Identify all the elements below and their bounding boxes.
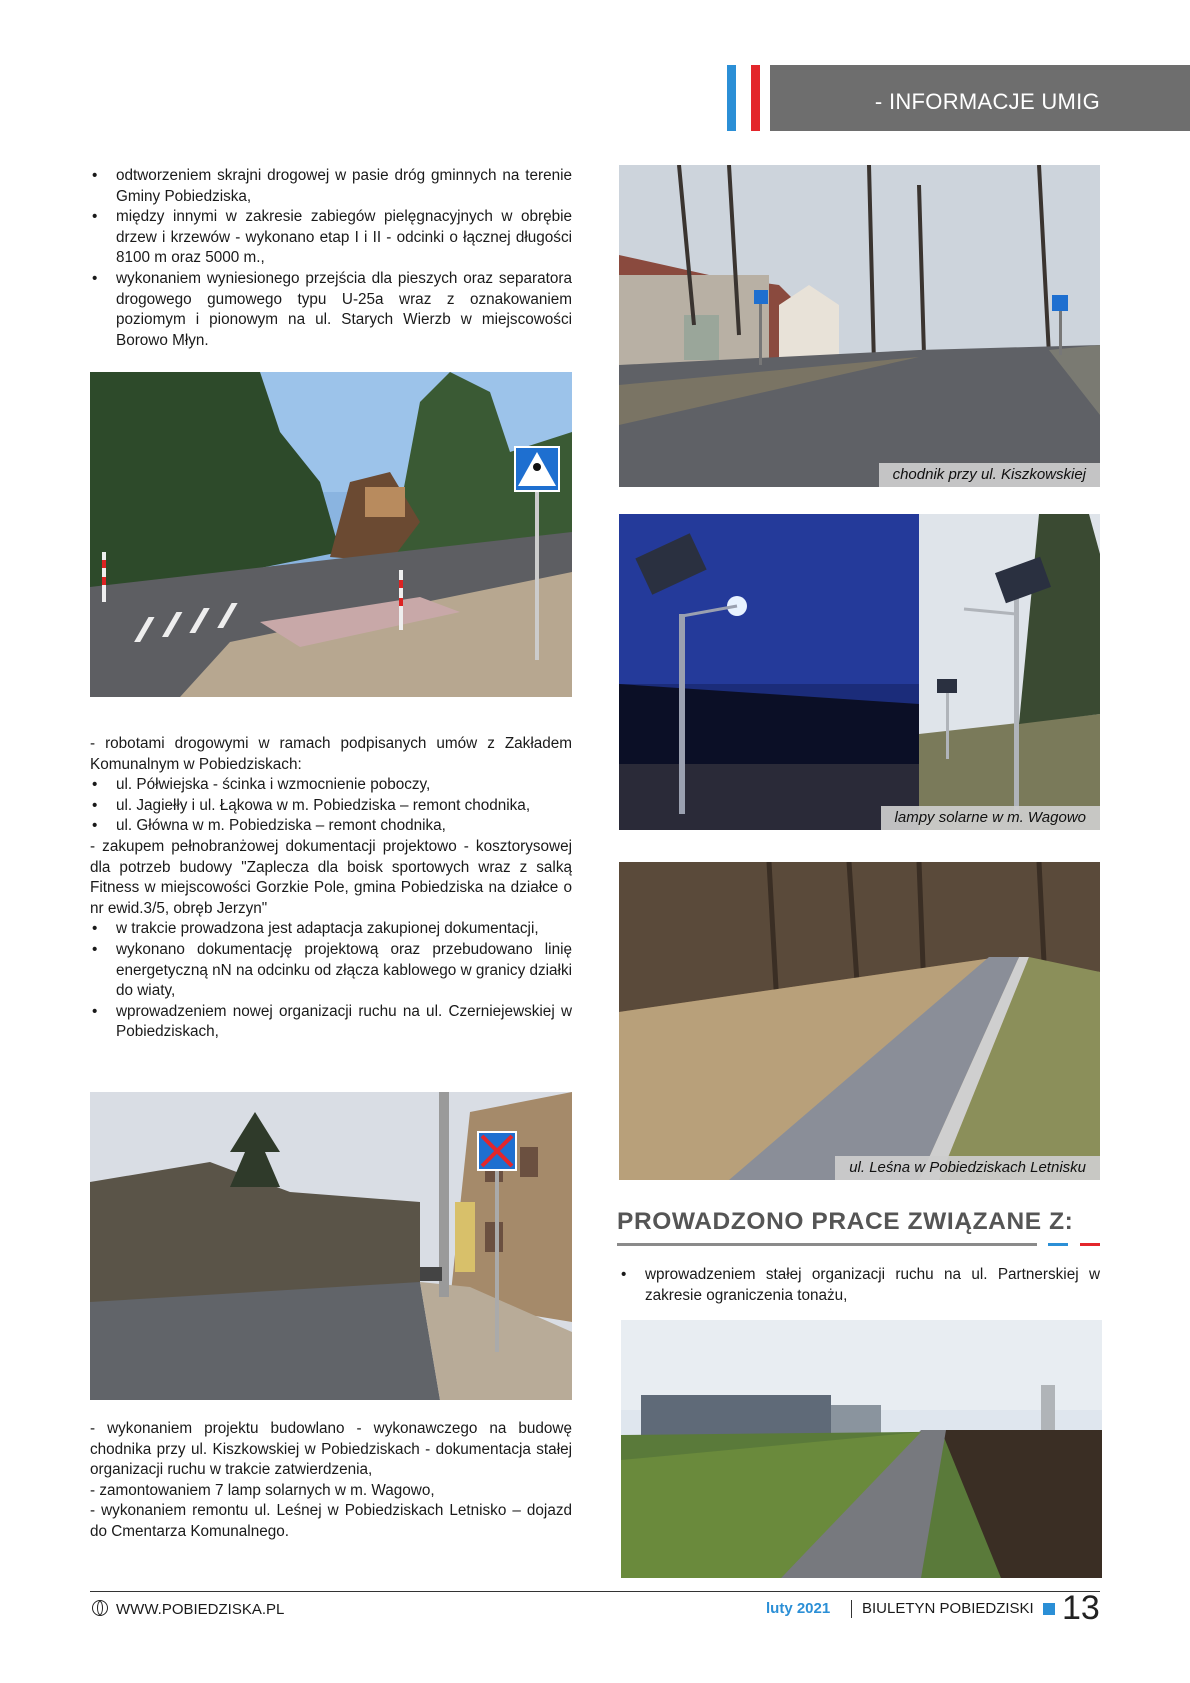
heading-underline-red: [1080, 1243, 1100, 1246]
partnerska-photo: [621, 1320, 1102, 1578]
photo-caption: chodnik przy ul. Kiszkowskiej: [879, 463, 1100, 487]
list-item: • w trakcie prowadzona jest adaptacja zakupionej dokumentacji,: [90, 919, 572, 940]
czerniejewska-photo: [90, 1092, 572, 1400]
photo-caption: ul. Leśna w Pobiedziskach Letnisku: [835, 1156, 1100, 1180]
left-text-bottom: [90, 1419, 572, 1543]
list-item: • wprowadzeniem stałej organizacji ruchu na ul. Partnerskiej w zakresie ograniczenia tonażu,: [619, 1265, 1100, 1306]
footer-separator: [851, 1600, 852, 1618]
section-title: - INFORMACJE UMIG: [874, 89, 1100, 114]
globe-icon: [92, 1600, 108, 1616]
bullet-list: [619, 1265, 1100, 1306]
wagowo-photo: [619, 514, 1100, 830]
header-stripe-white: [739, 65, 748, 131]
right-text: [619, 1265, 1100, 1306]
intro-paragraph: - robotami drogowymi w ramach podpisanych umów z Zakładem Komunalnym w Pobiedziskach:: [90, 735, 572, 773]
list-item: • ul. Jagiełły i ul. Łąkowa w m. Pobiedziska – remont chodnika,: [90, 796, 572, 817]
footer-website[interactable]: [92, 1600, 284, 1618]
paragraph: - zakupem pełnobranżowej dokumentacji projektowo - kosztorysowej dla potrzeb budowy "Zaplecza dla boisk sportowych wraz z salką Fitness w miejscowości Gorzkie Pole, gmina Pobiedziska na działce o nr ewid.3/5, obręb Jerzyn": [90, 837, 572, 917]
list-item: • ul. Główna w m. Pobiedziska – remont chodnika,: [90, 816, 572, 837]
kiszkowska-photo: [619, 165, 1100, 487]
list-item: • odtworzeniem skrajni drogowej w pasie dróg gminnych na terenie Gminy Pobiedziska,: [90, 166, 572, 207]
header-bar: [770, 65, 1190, 131]
paragraph: - wykonaniem projektu budowlano - wykonawczego na budowę chodnika przy ul. Kiszkowskiej w Pobiedziskach - dokumentacja stałej organizacji ruchu w trakcie zatwierdzenia,: [90, 1420, 572, 1479]
left-text-middle: [90, 734, 572, 1043]
left-text-top: [90, 166, 572, 351]
photo-caption: lampy solarne w m. Wagowo: [881, 806, 1100, 830]
lesna-photo: [619, 862, 1100, 1180]
paragraph: - wykonaniem remontu ul. Leśnej w Pobiedziskach Letnisko – dojazd do Cmentarza Komunalnego.: [90, 1502, 572, 1540]
heading-underline-blue: [1048, 1243, 1068, 1246]
header-stripe-red: [751, 65, 760, 131]
section-heading: PROWADZONO PRACE ZWIĄZANE Z:: [617, 1208, 1074, 1235]
website-label: WWW.POBIEDZISKA.PL: [116, 1601, 285, 1618]
list-item: • między innymi w zakresie zabiegów pielęgnacyjnych w obrębie drzew i krzewów - wykonano etap I i II - odcinki o łącznej długości 8100 m oraz 5000 m.,: [90, 207, 572, 269]
page-number: 13: [1062, 1589, 1100, 1627]
footer-rule: [90, 1591, 1100, 1592]
crossing-photo: [90, 372, 572, 697]
footer-date: luty 2021: [766, 1600, 831, 1617]
list-item: • ul. Półwiejska - ścinka i wzmocnienie poboczy,: [90, 775, 572, 796]
list-item: • wykonano dokumentację projektową oraz przebudowano linię energetyczną nN na odcinku od złącza kablowego w granicy działki do wiaty,: [90, 940, 572, 1002]
footer-publication: BIULETYN POBIEDZISKI: [862, 1600, 1034, 1617]
list-item: • wprowadzeniem nowej organizacji ruchu na ul. Czerniejewskiej w Pobiedziskach,: [90, 1002, 572, 1043]
footer-square: [1043, 1603, 1055, 1615]
bullet-list: [90, 919, 572, 1043]
bullet-list: [90, 166, 572, 351]
bullet-list: [90, 775, 572, 837]
heading-underline: [617, 1243, 1037, 1246]
header-stripe-blue: [727, 65, 736, 131]
paragraph: - zamontowaniem 7 lamp solarnych w m. Wagowo,: [90, 1481, 435, 1499]
list-item: • wykonaniem wyniesionego przejścia dla pieszych oraz separatora drogowego gumowego typu U-25a wraz z oznakowaniem poziomym i pionowym na ul. Starych Wierzb w miejscowości Borowo Młyn.: [90, 269, 572, 351]
